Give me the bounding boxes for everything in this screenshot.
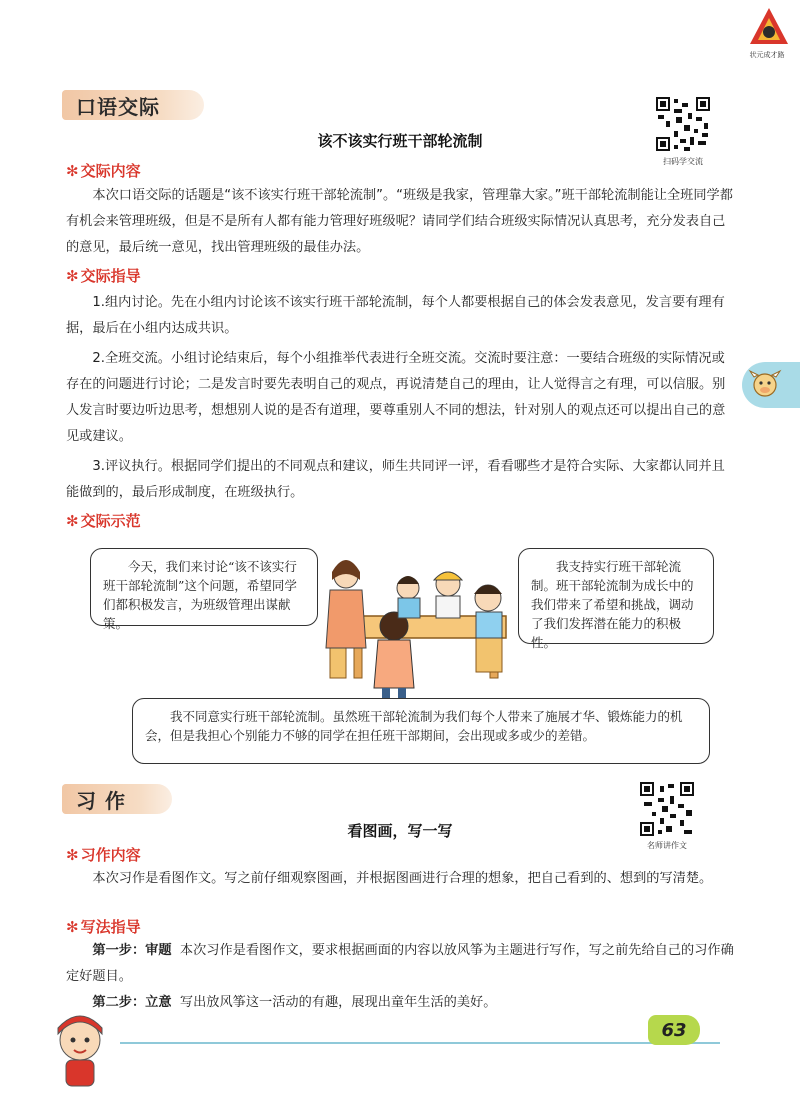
heading-writing-guide: ✻ 写法指导 xyxy=(66,918,141,936)
qr-caption-oral: 扫码学交流 xyxy=(663,157,703,166)
section-title-oral: 该不该实行班干部轮流制 xyxy=(317,132,483,150)
paragraph-writing-content: 本次习作是看图作文。写之前仔细观察图画，并根据图画进行合理的想象，把自己看到的、想到的写清楚。 xyxy=(92,871,713,886)
speech-bubble-oppose: 我不同意实行班干部轮流制。虽然班干部轮流制为我们每个人带来了施展才华、锻炼能力的机会，但是我担心个别能力不够的同学在担任班干部期间，会出现或多或少的差错。 xyxy=(132,698,710,764)
guide-item-3: 3.评议执行。根据同学们提出的不同观点和建议，师生共同评一评，看看哪些才是符合实际、大家都认同并且能做到的，最后形成制度，在班级执行。 xyxy=(66,459,725,500)
qr-caption-writing: 名师讲作文 xyxy=(647,841,687,850)
footer-line xyxy=(120,1042,720,1044)
section-tag-writing: 习 作 xyxy=(62,784,172,814)
writing-step-2: 第二步：立意 写出放风筝这一活动的有趣，展现出童年生活的美好。 xyxy=(92,995,497,1010)
heading-content: ✻ 交际内容 xyxy=(66,162,141,180)
asterisk-icon: ✻ xyxy=(66,162,79,180)
qr-code-icon xyxy=(640,782,694,836)
section-title-writing: 看图画，写一写 xyxy=(347,822,453,840)
qr-code-icon xyxy=(656,97,710,151)
heading-writing-content: ✻ 习作内容 xyxy=(66,846,141,864)
asterisk-icon: ✻ xyxy=(66,267,79,285)
asterisk-icon: ✻ xyxy=(66,512,79,530)
ox-mascot-icon xyxy=(748,367,782,401)
speech-bubble-teacher: 今天，我们来讨论“该不该实行班干部轮流制”这个问题，希望同学们都积极发言，为班级管理出谋献策。 xyxy=(90,548,318,626)
writing-step-1: 第一步：审题 本次习作是看图作文，要求根据画面的内容以放风筝为主题进行写作，写之前先给自己的习作确定好题目。 xyxy=(66,943,734,984)
mascot-icon xyxy=(40,1010,120,1090)
asterisk-icon: ✻ xyxy=(66,846,79,864)
brand-logo-caption: 状元成才路 xyxy=(749,51,785,59)
asterisk-icon: ✻ xyxy=(66,918,79,936)
section-tag-oral: 口语交际 xyxy=(62,90,204,120)
guide-item-1: 1.组内讨论。先在小组内讨论该不该实行班干部轮流制，每个人都要根据自己的体会发表意见，发言要有理有据，最后在小组内达成共识。 xyxy=(66,295,725,336)
brand-logo xyxy=(748,6,790,54)
page-number: 63 xyxy=(648,1015,700,1045)
guide-item-2: 2.全班交流。小组讨论结束后，每个小组推举代表进行全班交流。交流时要注意：一要结合班级的实际情况或存在的问题进行讨论；二是发言时要先表明自己的观点，再说清楚自己的理由，让人觉得言之有理，可以信服。别人发言时要边听边思考，想想别人说的是否有道理，要尊重别人不同的想法，针对别人的观点还可以提出自己的意见或建议。 xyxy=(66,351,726,444)
speech-bubble-support: 我支持实行班干部轮流制。班干部轮流制为成长中的我们带来了希望和挑战，调动了我们发挥潜在能力的积极性。 xyxy=(518,548,714,644)
heading-demo: ✻ 交际示范 xyxy=(66,512,141,530)
paragraph-content: 本次口语交际的话题是“该不该实行班干部轮流制”。“班级是我家，管理靠大家。”班干部轮流制能让全班同学都有机会来管理班级，但是不是所有人都有能力管理好班级呢？请同学们结合班级实际情况认真思考，充分发表自己的意见，最后统一意见，找出管理班级的最佳办法。 xyxy=(66,188,733,255)
heading-guide: ✻ 交际指导 xyxy=(66,267,141,285)
side-tab xyxy=(742,362,800,408)
